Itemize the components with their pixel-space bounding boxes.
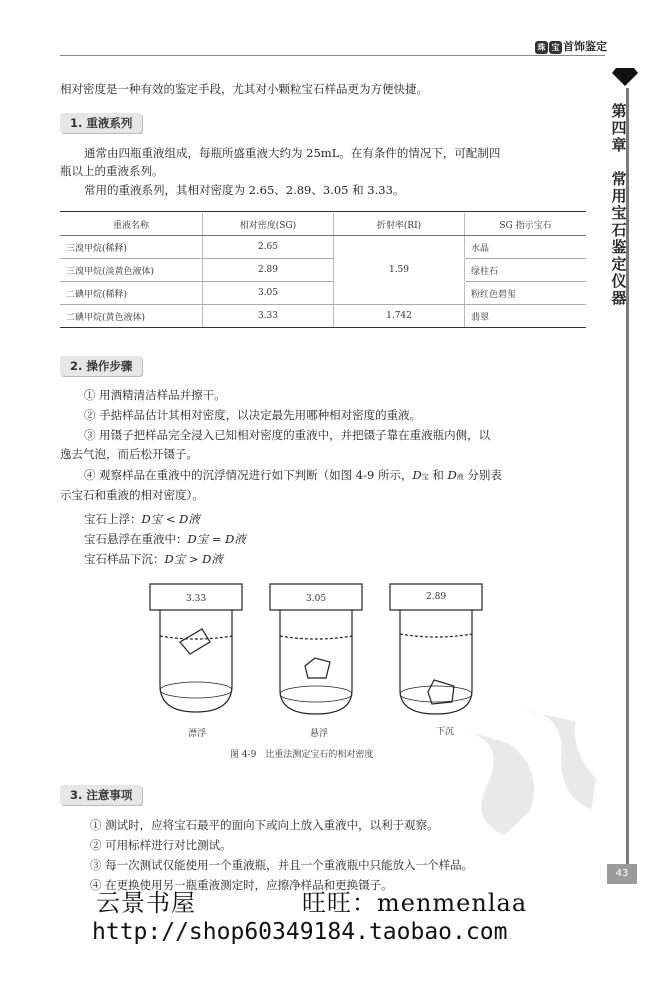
bottle-label: 3.33: [186, 594, 207, 604]
density-subscript: 液: [456, 473, 464, 481]
step-item-continued: 示宝石和重液的相对密度）。: [60, 488, 204, 502]
bottle-caption: 漂浮: [188, 729, 207, 739]
bottle-label: 3.05: [306, 594, 327, 604]
header-badge-dot: 珠: [535, 41, 548, 54]
step-item: ③ 用镊子把样品完全浸入已知相对密度的重液中，并把镊子靠在重液瓶内侧，以: [84, 428, 491, 442]
table-row: [60, 282, 586, 305]
judgement-suspend: [84, 532, 246, 547]
judgement-text: 宝石样品下沉：: [84, 552, 165, 566]
chapter-side-title: 第 四 章 常 用 宝 石 鉴 定 仪 器: [611, 102, 627, 307]
liquid-name-cell: 二碘甲烷(黄色液体): [60, 305, 203, 328]
bottle-caption: 下沉: [436, 727, 455, 737]
indicator-gem-cell: 水晶: [465, 236, 587, 259]
column-header: 相对密度(SG): [203, 213, 334, 236]
judgement-relation: D宝 > D液: [164, 552, 223, 566]
liquid-name-cell: 二碘甲烷(稀释): [60, 282, 203, 305]
judgement-float: [84, 512, 200, 527]
faint-seal-stamp: [442, 688, 617, 870]
table-header-row: [60, 213, 586, 236]
watermark-url: http://shop60349184.taobao.com: [92, 919, 508, 945]
judgement-sink: [84, 552, 223, 567]
step4-text: ④ 观察样品在重液中的沉浮情况进行如下判断（如图 4-9 所示，: [84, 468, 413, 482]
ri-cell: [334, 282, 465, 305]
step-item: ② 手掂样品估计其相对密度，以决定最先用哪种相对密度的重液。: [84, 408, 422, 422]
intro-paragraph: 相对密度是一种有效的鉴定手段，尤其对小颗粒宝石样品更为方便快捷。: [60, 82, 428, 96]
header-rule: [60, 55, 605, 56]
judgement-relation: D宝 < D液: [141, 512, 200, 526]
step4-text: 分别表: [463, 468, 502, 482]
seal-stamp-graphic: [442, 688, 616, 862]
section-heading-procedure: 2. 操作步骤: [60, 356, 142, 376]
column-header: 重液名称: [60, 213, 203, 236]
watermark-shop-name: 云景书屋: [96, 889, 196, 917]
paragraph-line: 常用的重液系列，其相对密度为 2.65、2.89、3.05 和 3.33。: [84, 183, 405, 197]
judgement-relation: D宝 = D液: [187, 532, 246, 546]
sg-cell: 3.33: [203, 305, 334, 328]
table-top-rule: [60, 211, 586, 212]
density-symbol: D: [412, 468, 422, 482]
ri-cell: [334, 236, 465, 259]
sg-cell: 2.89: [203, 259, 334, 282]
paragraph-line: 瓶以上的重液系列。: [60, 164, 164, 178]
sg-cell: 2.65: [203, 236, 334, 259]
density-symbol: D: [447, 468, 457, 482]
sg-cell: 3.05: [203, 282, 334, 305]
step-item: ① 用酒精清洁样品并擦干。: [84, 388, 226, 402]
bottle-sinking: [390, 584, 482, 714]
note-item: ① 测试时，应将宝石最平的面向下或向上放入重液中，以利于观察。: [90, 818, 439, 832]
indicator-gem-cell: 粉红色碧玺: [465, 282, 587, 305]
running-header: [535, 38, 607, 54]
table-row: [60, 236, 586, 259]
gem-icon: [612, 66, 638, 86]
note-item: ③ 每一次测试仅能使用一个重液瓶，并且一个重液瓶中只能放入一个样品。: [90, 858, 474, 872]
judgement-text: 宝石上浮：: [84, 512, 142, 526]
header-title: 首饰鉴定: [563, 40, 607, 53]
ri-cell: 1.742: [334, 305, 465, 328]
indicator-gem-cell: 绿柱石: [465, 259, 587, 282]
note-item: ④ 在更换使用另一瓶重液测定时，应擦净样品和更换镊子。: [90, 878, 393, 892]
bottle-caption: 悬浮: [310, 729, 329, 739]
header-badge-dot: 宝: [549, 41, 562, 54]
section-heading-heavy-liquids: 1. 重液系列: [60, 113, 142, 133]
ri-cell: 1.59: [334, 259, 465, 282]
figure-caption: 图 4-9 比重法测定宝石的相对密度: [230, 750, 374, 760]
indicator-gem-cell: 翡翠: [465, 305, 587, 328]
step-item-continued: 逸去气泡，而后松开镊子。: [60, 447, 198, 461]
step4-and: 和: [428, 468, 448, 482]
heavy-liquid-table: [60, 213, 586, 328]
column-header: SG 指示宝石: [465, 213, 587, 236]
bottle-label: 2.89: [426, 592, 447, 602]
density-subscript: 宝: [421, 473, 429, 481]
liquid-name-cell: 三溴甲烷(稀释): [60, 236, 203, 259]
section-heading-notes: 3. 注意事项: [60, 785, 142, 805]
column-header: 折射率(RI): [334, 213, 465, 236]
watermark-wangwang: 旺旺：menmenlaa: [302, 889, 528, 917]
paragraph-line: 通常由四瓶重液组成，每瓶所盛重液大约为 25mL。在有条件的情况下，可配制四: [84, 146, 501, 160]
page-number: 43: [607, 864, 637, 884]
liquid-name-cell: 三溴甲烷(淡黄色液体): [60, 259, 203, 282]
table-row: [60, 259, 586, 282]
table-row: [60, 305, 586, 328]
note-item: ② 可用标样进行对比测试。: [90, 838, 232, 852]
judgement-text: 宝石悬浮在重液中：: [84, 532, 188, 546]
step-item: [84, 468, 502, 485]
